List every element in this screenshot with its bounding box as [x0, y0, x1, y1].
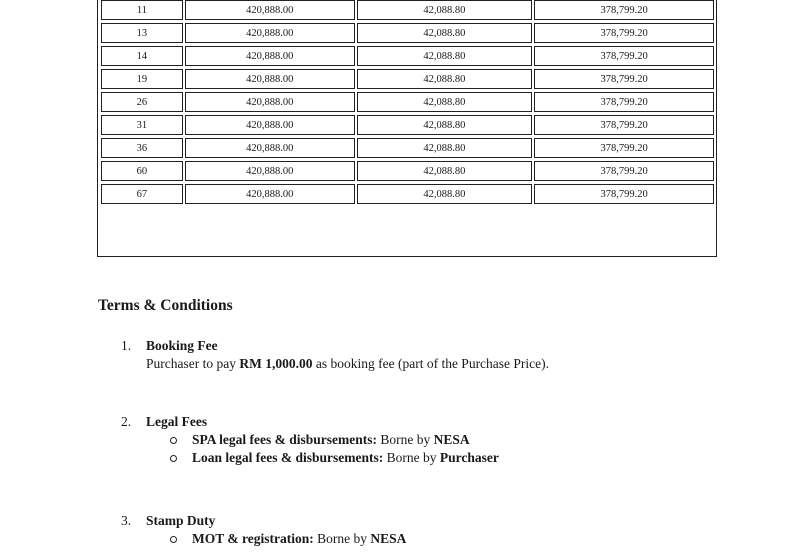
- legal-fees-list: [168, 431, 499, 467]
- net-price-cell: 378,799.20: [534, 69, 714, 89]
- party-name: NESA: [370, 531, 407, 546]
- party-name: NESA: [433, 432, 470, 447]
- list-item: [168, 530, 406, 548]
- net-price-cell: 378,799.20: [534, 161, 714, 181]
- list-item: [168, 431, 499, 449]
- unit-number-cell: 11: [101, 0, 183, 20]
- net-price-cell: 378,799.20: [534, 138, 714, 158]
- text-segment: Borne by: [313, 531, 371, 546]
- bullet-circle-icon: [170, 536, 177, 543]
- price-cell: 420,888.00: [185, 46, 355, 66]
- discount-cell: 42,088.80: [357, 23, 533, 43]
- text-segment: Purchaser to pay: [146, 356, 240, 371]
- bullet-label: MOT & registration:: [192, 531, 314, 546]
- term-item-stamp-duty: [121, 513, 215, 529]
- table-row: [101, 0, 714, 20]
- term-number: 1.: [121, 338, 132, 353]
- net-price-cell: 378,799.20: [534, 23, 714, 43]
- term-number: 3.: [121, 513, 132, 528]
- term-heading: Legal Fees: [146, 414, 208, 429]
- table-body: [101, 0, 714, 204]
- text-segment: as booking fee (part of the Purchase Price).: [312, 356, 550, 371]
- table-row: [101, 92, 714, 112]
- unit-number-cell: 36: [101, 138, 183, 158]
- unit-number-cell: 31: [101, 115, 183, 135]
- units-price-table-frame: [97, 0, 717, 257]
- discount-cell: 42,088.80: [357, 138, 533, 158]
- discount-cell: 42,088.80: [357, 184, 533, 204]
- table-row: [101, 23, 714, 43]
- table-row: [101, 69, 714, 89]
- table-row: [101, 115, 714, 135]
- net-price-cell: 378,799.20: [534, 0, 714, 20]
- table-row: [101, 184, 714, 204]
- list-item: [168, 449, 499, 467]
- unit-number-cell: 14: [101, 46, 183, 66]
- price-cell: 420,888.00: [185, 184, 355, 204]
- price-cell: 420,888.00: [185, 23, 355, 43]
- bullet-circle-icon: [170, 437, 177, 444]
- price-cell: 420,888.00: [185, 161, 355, 181]
- term-number: 2.: [121, 414, 132, 429]
- booking-fee-amount: RM 1,000.00: [239, 356, 313, 371]
- unit-number-cell: 19: [101, 69, 183, 89]
- net-price-cell: 378,799.20: [534, 92, 714, 112]
- units-price-table: [99, 0, 716, 207]
- discount-cell: 42,088.80: [357, 0, 533, 20]
- discount-cell: 42,088.80: [357, 69, 533, 89]
- term-item-legal-fees: [121, 414, 207, 430]
- unit-number-cell: 67: [101, 184, 183, 204]
- unit-number-cell: 13: [101, 23, 183, 43]
- bullet-label: Loan legal fees & disbursements:: [192, 450, 384, 465]
- table-row: [101, 46, 714, 66]
- text-segment: Borne by: [377, 432, 434, 447]
- discount-cell: 42,088.80: [357, 161, 533, 181]
- unit-number-cell: 26: [101, 92, 183, 112]
- booking-fee-description: [146, 356, 549, 372]
- party-name: Purchaser: [439, 450, 499, 465]
- net-price-cell: 378,799.20: [534, 184, 714, 204]
- unit-number-cell: 60: [101, 161, 183, 181]
- text-segment: Borne by: [383, 450, 440, 465]
- discount-cell: 42,088.80: [357, 46, 533, 66]
- term-heading: Booking Fee: [146, 338, 218, 353]
- bullet-circle-icon: [170, 455, 177, 462]
- price-cell: 420,888.00: [185, 0, 355, 20]
- price-cell: 420,888.00: [185, 92, 355, 112]
- price-cell: 420,888.00: [185, 69, 355, 89]
- table-row: [101, 161, 714, 181]
- bullet-label: SPA legal fees & disbursements:: [192, 432, 377, 447]
- net-price-cell: 378,799.20: [534, 115, 714, 135]
- term-heading: Stamp Duty: [146, 513, 216, 528]
- price-cell: 420,888.00: [185, 138, 355, 158]
- table-row: [101, 138, 714, 158]
- price-cell: 420,888.00: [185, 115, 355, 135]
- discount-cell: 42,088.80: [357, 115, 533, 135]
- stamp-duty-list: [168, 530, 406, 548]
- net-price-cell: 378,799.20: [534, 46, 714, 66]
- terms-title: Terms & Conditions: [98, 297, 233, 314]
- term-item-booking-fee: [121, 338, 218, 354]
- discount-cell: 42,088.80: [357, 92, 533, 112]
